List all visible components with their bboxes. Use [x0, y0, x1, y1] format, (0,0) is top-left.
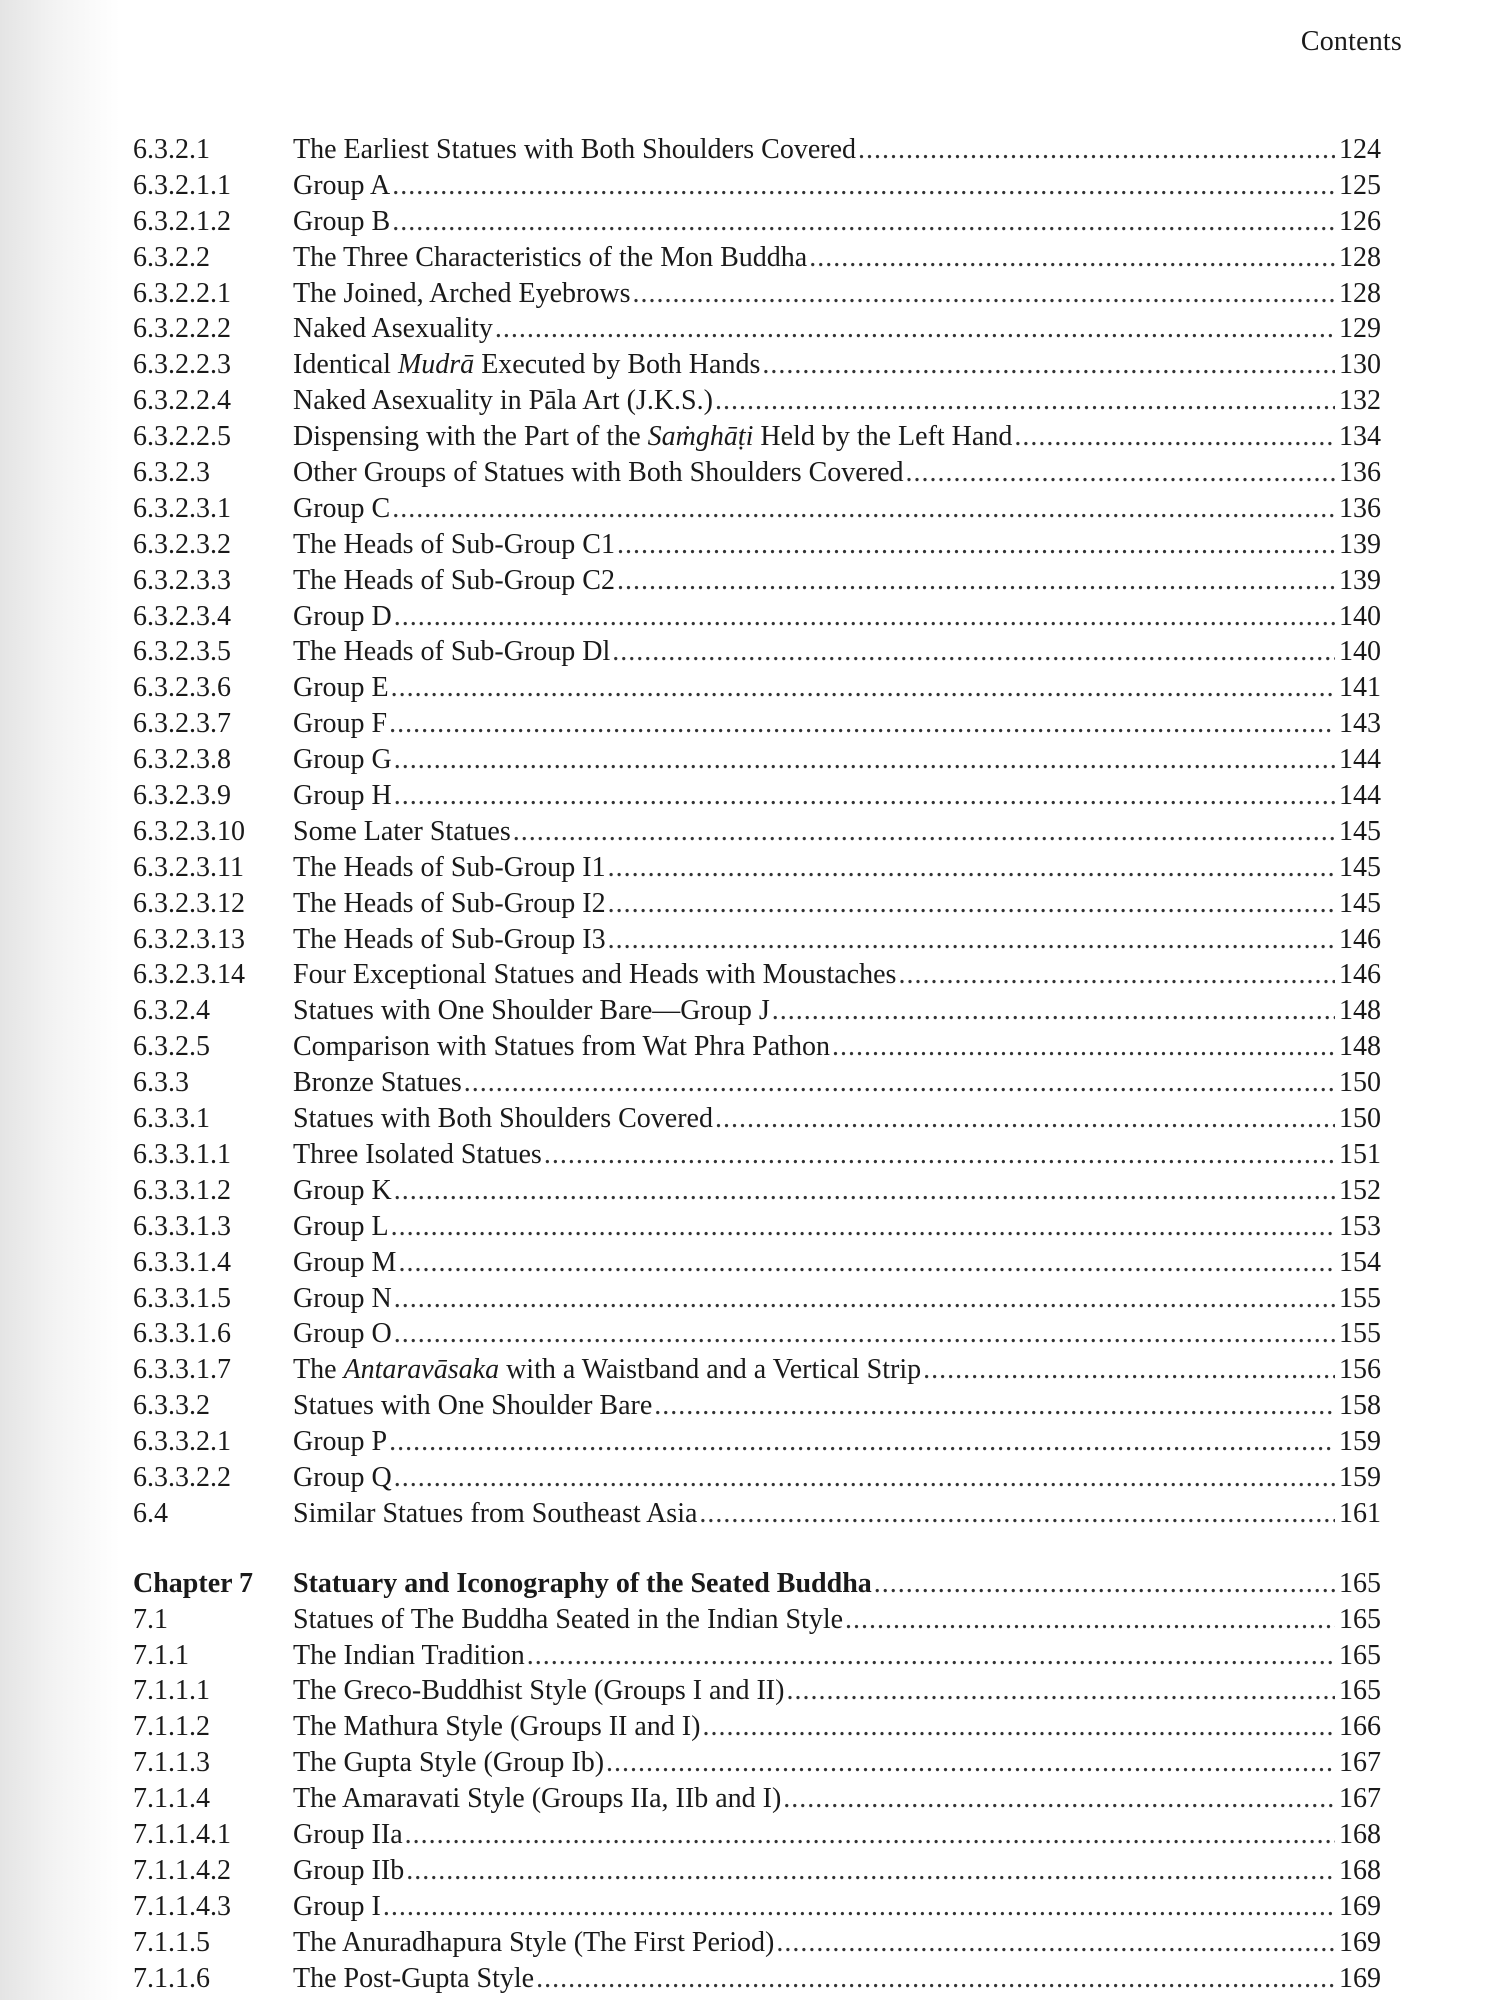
- section-title: Group M: [293, 1246, 397, 1278]
- chapter-heading-row: [133, 1566, 1381, 1602]
- page-number: 165: [1339, 1567, 1381, 1599]
- page-number: 168: [1339, 1818, 1381, 1850]
- dot-leader: [702, 1709, 1335, 1745]
- title-italic-term: Antaravāsaka: [343, 1354, 500, 1386]
- page-number: 129: [1339, 313, 1381, 345]
- section-number: 6.3.3.1.7: [133, 1354, 231, 1386]
- toc-entry: [133, 491, 1381, 527]
- dot-leader: [394, 742, 1335, 778]
- toc-entry: [133, 1460, 1381, 1496]
- page-number: 169: [1339, 1926, 1381, 1958]
- section-title: [293, 347, 760, 383]
- dot-leader: [906, 455, 1336, 491]
- page-number: 143: [1339, 708, 1381, 740]
- dot-leader: [608, 850, 1335, 886]
- section-title: Group H: [293, 780, 392, 812]
- section-title: Group A: [293, 169, 391, 201]
- section-number: 6.3.3.1.4: [133, 1246, 231, 1278]
- section-number: 6.3.2.2.5: [133, 421, 231, 453]
- page-number: 148: [1339, 1031, 1381, 1063]
- page-number: 155: [1339, 1318, 1381, 1350]
- section-title: The Heads of Sub-Group Dl: [293, 636, 611, 668]
- dot-leader: [394, 1281, 1335, 1317]
- toc-entry: [133, 1817, 1381, 1853]
- toc-entry: [133, 1853, 1381, 1889]
- section-title: Statuary and Iconography of the Seated Buddha: [293, 1567, 872, 1599]
- page-number: 126: [1339, 205, 1381, 237]
- section-number: 6.3.2.2.3: [133, 349, 231, 381]
- section-number: 6.3.3.2.1: [133, 1426, 231, 1458]
- section-number: 6.3.3.1.5: [133, 1282, 231, 1314]
- page-number: 165: [1339, 1603, 1381, 1635]
- dot-leader: [606, 1745, 1335, 1781]
- section-title: Group IIa: [293, 1818, 403, 1850]
- page-number: 159: [1339, 1426, 1381, 1458]
- dot-leader: [858, 132, 1335, 168]
- page-number: 125: [1339, 169, 1381, 201]
- section-title: Four Exceptional Statues and Heads with Moustaches: [293, 959, 897, 991]
- page-number: 144: [1339, 744, 1381, 776]
- section-title: Statues with One Shoulder Bare: [293, 1390, 653, 1422]
- page-number: 145: [1339, 887, 1381, 919]
- dot-leader: [406, 1853, 1335, 1889]
- section-title: Bronze Statues: [293, 1067, 462, 1099]
- dot-leader: [786, 1673, 1335, 1709]
- toc-entry: [133, 1101, 1381, 1137]
- section-title: The Mathura Style (Groups II and I): [293, 1711, 701, 1743]
- title-italic-term: Mudrā: [397, 349, 475, 381]
- page-number: 161: [1339, 1497, 1381, 1529]
- section-number: 6.3.2.3.4: [133, 600, 231, 632]
- page-number: 168: [1339, 1854, 1381, 1886]
- page-number: 167: [1339, 1783, 1381, 1815]
- page-number: 167: [1339, 1747, 1381, 1779]
- dot-leader: [898, 957, 1335, 993]
- dot-leader: [394, 1316, 1335, 1352]
- section-title: The Heads of Sub-Group I1: [293, 851, 606, 883]
- dot-leader: [392, 168, 1335, 204]
- toc-entry: [133, 778, 1381, 814]
- section-title: The Amaravati Style (Groups IIa, IIb and I): [293, 1783, 782, 1815]
- page-number: 165: [1339, 1639, 1381, 1671]
- section-title: The Heads of Sub-Group I2: [293, 887, 606, 919]
- toc-entry: [133, 957, 1381, 993]
- dot-leader: [495, 311, 1335, 347]
- page-number: 132: [1339, 385, 1381, 417]
- dot-leader: [608, 886, 1335, 922]
- section-number: 6.3.2.3.12: [133, 887, 245, 919]
- toc-entry: [133, 1209, 1381, 1245]
- section-number: 6.3.2.3.3: [133, 564, 231, 596]
- section-number: 6.3.3.1.3: [133, 1210, 231, 1242]
- section-title: The Indian Tradition: [293, 1639, 525, 1671]
- page-number: 139: [1339, 528, 1381, 560]
- page-number: 136: [1339, 492, 1381, 524]
- section-number: 6.3.2.3.13: [133, 923, 245, 955]
- page-number: 150: [1339, 1103, 1381, 1135]
- page-number: 140: [1339, 636, 1381, 668]
- section-title: The Heads of Sub-Group I3: [293, 923, 606, 955]
- toc-entry: [133, 1638, 1381, 1674]
- dot-leader: [389, 706, 1335, 742]
- page-number: 145: [1339, 815, 1381, 847]
- dot-leader: [394, 1173, 1335, 1209]
- dot-leader: [845, 1602, 1335, 1638]
- page-number: 152: [1339, 1174, 1381, 1206]
- section-title: Group IIb: [293, 1854, 405, 1886]
- section-number: 6.3.3.1.6: [133, 1318, 231, 1350]
- page-number: 166: [1339, 1711, 1381, 1743]
- page-number: 124: [1339, 134, 1381, 165]
- toc-entry: [133, 527, 1381, 563]
- page-number: 150: [1339, 1067, 1381, 1099]
- page-number: 144: [1339, 780, 1381, 812]
- section-number: 6.3.2.2.4: [133, 385, 231, 417]
- dot-leader: [392, 491, 1335, 527]
- dot-leader: [832, 1029, 1335, 1065]
- toc-entry: [133, 886, 1381, 922]
- section-title: [293, 1352, 921, 1388]
- toc-entry: [133, 1352, 1381, 1388]
- section-title: Similar Statues from Southeast Asia: [293, 1497, 698, 1529]
- toc-entry: [133, 850, 1381, 886]
- page-number: 154: [1339, 1246, 1381, 1278]
- toc-entry: [133, 1925, 1381, 1961]
- toc-entry: [133, 311, 1381, 347]
- toc-entry: [133, 347, 1381, 383]
- section-number: 7.1.1.4.1: [133, 1818, 231, 1850]
- title-text: Dispensing with the Part of the: [293, 421, 648, 453]
- section-number: 6.3.2.3.9: [133, 780, 231, 812]
- toc-entry: [133, 599, 1381, 635]
- title-text: Identical: [293, 349, 398, 381]
- section-number: 6.3.2.3.11: [133, 851, 244, 883]
- toc-entry: [133, 132, 1381, 168]
- toc-entry: [133, 204, 1381, 240]
- section-title: [293, 419, 1012, 455]
- section-number: 6.3.2.1.1: [133, 169, 231, 201]
- section-title: Statues of The Buddha Seated in the Indian Style: [293, 1603, 844, 1635]
- page-number: 128: [1339, 277, 1381, 309]
- toc-entry: [133, 993, 1381, 1029]
- section-number: 6.3.3.2: [133, 1390, 210, 1422]
- toc-entry: [133, 1745, 1381, 1781]
- dot-leader: [715, 1101, 1335, 1137]
- toc-entry: [133, 634, 1381, 670]
- dot-leader: [544, 1137, 1335, 1173]
- page-number: 130: [1339, 349, 1381, 381]
- section-number: 7.1.1.6: [133, 1962, 210, 1994]
- dot-leader: [392, 204, 1335, 240]
- toc-entry: [133, 1245, 1381, 1281]
- section-title: Naked Asexuality: [293, 313, 493, 345]
- section-title: Group N: [293, 1282, 392, 1314]
- section-number: 7.1.1.1: [133, 1675, 210, 1707]
- section-title: Group P: [293, 1426, 388, 1458]
- section-number: 6.3.3.1.1: [133, 1138, 231, 1170]
- section-title: Group B: [293, 205, 391, 237]
- dot-leader: [612, 634, 1335, 670]
- page-number: 169: [1339, 1962, 1381, 1994]
- section-title: Group G: [293, 744, 392, 776]
- toc-entry: [133, 1709, 1381, 1745]
- toc-entry: [133, 706, 1381, 742]
- dot-leader: [536, 1961, 1335, 1997]
- page-number: 156: [1339, 1354, 1381, 1386]
- section-title: The Three Characteristics of the Mon Buddha: [293, 241, 808, 273]
- dot-leader: [874, 1566, 1335, 1602]
- section-title: Group D: [293, 600, 392, 632]
- toc-entry: [133, 1173, 1381, 1209]
- section-title: The Gupta Style (Group Ib): [293, 1747, 605, 1779]
- section-title: Group E: [293, 672, 389, 704]
- dot-leader: [715, 383, 1335, 419]
- section-number: 6.3.2.3.10: [133, 815, 245, 847]
- page-number: 169: [1339, 1890, 1381, 1922]
- section-number: 6.3.2.3: [133, 457, 210, 489]
- section-number: 6.3.2.3.6: [133, 672, 231, 704]
- page-number: 155: [1339, 1282, 1381, 1314]
- dot-leader: [527, 1638, 1335, 1674]
- section-number: 6.3.2.3.7: [133, 708, 231, 740]
- toc-entry: [133, 419, 1381, 455]
- toc-entry: [133, 1602, 1381, 1638]
- section-number: 7.1.1.4: [133, 1783, 210, 1815]
- section-number: 6.3.3.1.2: [133, 1174, 231, 1206]
- section-title: Comparison with Statues from Wat Phra Pathon: [293, 1031, 830, 1063]
- dot-leader: [608, 922, 1335, 958]
- page-gutter-shadow: [0, 0, 120, 2000]
- toc-entry: [133, 563, 1381, 599]
- toc-entry: [133, 168, 1381, 204]
- title-text: Executed by Both Hands: [474, 349, 761, 381]
- section-number: 6.3.2.3.1: [133, 492, 231, 524]
- section-number: 7.1.1.2: [133, 1711, 210, 1743]
- section-number: Chapter 7: [133, 1567, 254, 1599]
- dot-leader: [617, 563, 1335, 599]
- section-number: 6.3.3: [133, 1067, 189, 1099]
- toc-entry: [133, 383, 1381, 419]
- section-title: Group K: [293, 1174, 392, 1206]
- section-title: Group L: [293, 1210, 389, 1242]
- section-title: Other Groups of Statues with Both Shoulders Covered: [293, 457, 904, 489]
- section-number: 6.3.2.2: [133, 241, 210, 273]
- section-number: 6.3.2.1.2: [133, 205, 231, 237]
- dot-leader: [398, 1245, 1335, 1281]
- page-number: 145: [1339, 851, 1381, 883]
- toc-entry: [133, 455, 1381, 491]
- running-head: Contents: [1300, 26, 1402, 57]
- dot-leader: [809, 240, 1335, 276]
- section-title: The Heads of Sub-Group C1: [293, 528, 615, 560]
- section-title: Some Later Statues: [293, 815, 511, 847]
- toc-entry: [133, 742, 1381, 778]
- section-number: 6.3.2.2.2: [133, 313, 231, 345]
- dot-leader: [394, 1460, 1335, 1496]
- section-title: The Anuradhapura Style (The First Period): [293, 1926, 775, 1958]
- section-number: 6.3.2.3.14: [133, 959, 245, 991]
- toc-entry: [133, 1889, 1381, 1925]
- toc-entry: [133, 1029, 1381, 1065]
- section-title: Group F: [293, 708, 388, 740]
- section-number: 6.3.2.1: [133, 134, 210, 165]
- section-title: Group C: [293, 492, 391, 524]
- page-number: 141: [1339, 672, 1381, 704]
- toc-entry: [133, 1961, 1381, 1997]
- toc-entry: [133, 814, 1381, 850]
- section-title: The Greco-Buddhist Style (Groups I and II): [293, 1675, 785, 1707]
- toc-entry: [133, 1388, 1381, 1424]
- page-number: 148: [1339, 995, 1381, 1027]
- page-number: 151: [1339, 1138, 1381, 1170]
- toc-entry: [133, 240, 1381, 276]
- section-title: The Earliest Statues with Both Shoulders Covered: [293, 134, 857, 165]
- title-italic-term: Saṁghāṭi: [647, 421, 754, 453]
- section-number: 6.3.3.1: [133, 1103, 210, 1135]
- dot-leader: [923, 1352, 1335, 1388]
- section-number: 6.4: [133, 1497, 168, 1529]
- dot-leader: [383, 1889, 1335, 1925]
- dot-leader: [783, 1781, 1335, 1817]
- section-number: 7.1.1.4.2: [133, 1854, 231, 1886]
- toc-entry: [133, 1496, 1381, 1532]
- toc-entry: [133, 1424, 1381, 1460]
- toc-entry: [133, 276, 1381, 312]
- section-title: The Post-Gupta Style: [293, 1962, 535, 1994]
- page-number: 136: [1339, 457, 1381, 489]
- section-number: 6.3.2.5: [133, 1031, 210, 1063]
- toc-entry: [133, 1137, 1381, 1173]
- section-title: Group O: [293, 1318, 392, 1350]
- dot-leader: [632, 276, 1335, 312]
- dot-leader: [405, 1817, 1335, 1853]
- dot-leader: [1014, 419, 1335, 455]
- section-number: 7.1.1.4.3: [133, 1890, 231, 1922]
- section-title: Statues with One Shoulder Bare—Group J: [293, 995, 770, 1027]
- section-number: 6.3.2.3.8: [133, 744, 231, 776]
- toc-entry: [133, 922, 1381, 958]
- section-title: Group I: [293, 1890, 381, 1922]
- page-number: 146: [1339, 923, 1381, 955]
- section-title: Group Q: [293, 1461, 392, 1493]
- page-number: 134: [1339, 421, 1381, 453]
- section-number: 6.3.3.2.2: [133, 1461, 231, 1493]
- page-number: 153: [1339, 1210, 1381, 1242]
- toc-entry: [133, 1065, 1381, 1101]
- dot-leader: [394, 599, 1335, 635]
- section-title: Naked Asexuality in Pāla Art (J.K.S.): [293, 385, 713, 417]
- section-number: 7.1.1.5: [133, 1926, 210, 1958]
- dot-leader: [772, 993, 1335, 1029]
- toc-entry: [133, 1673, 1381, 1709]
- dot-leader: [654, 1388, 1335, 1424]
- section-number: 6.3.2.4: [133, 995, 210, 1027]
- section-title: Statues with Both Shoulders Covered: [293, 1103, 713, 1135]
- section-number: 6.3.2.3.2: [133, 528, 231, 560]
- section-number: 6.3.2.3.5: [133, 636, 231, 668]
- toc-entry: [133, 1781, 1381, 1817]
- table-of-contents: [133, 132, 1381, 1996]
- section-number: 6.3.2.2.1: [133, 277, 231, 309]
- section-number: 7.1.1.3: [133, 1747, 210, 1779]
- dot-leader: [394, 778, 1335, 814]
- dot-leader: [699, 1496, 1335, 1532]
- toc-entry: [133, 670, 1381, 706]
- dot-leader: [762, 347, 1335, 383]
- title-text: Held by the Left Hand: [753, 421, 1013, 453]
- dot-leader: [464, 1065, 1335, 1101]
- section-gap: [133, 1532, 1381, 1566]
- title-text: with a Waistband and a Vertical Strip: [499, 1354, 922, 1386]
- dot-leader: [513, 814, 1335, 850]
- title-text: The: [293, 1354, 344, 1386]
- dot-leader: [617, 527, 1335, 563]
- section-title: The Heads of Sub-Group C2: [293, 564, 615, 596]
- dot-leader: [776, 1925, 1335, 1961]
- section-number: 7.1: [133, 1603, 168, 1635]
- page-number: 128: [1339, 241, 1381, 273]
- page-number: 165: [1339, 1675, 1381, 1707]
- page-number: 158: [1339, 1390, 1381, 1422]
- dot-leader: [389, 1424, 1335, 1460]
- dot-leader: [391, 1209, 1335, 1245]
- toc-entry: [133, 1316, 1381, 1352]
- section-title: The Joined, Arched Eyebrows: [293, 277, 631, 309]
- page-number: 146: [1339, 959, 1381, 991]
- page-number: 140: [1339, 600, 1381, 632]
- page-number: 139: [1339, 564, 1381, 596]
- page-number: 159: [1339, 1461, 1381, 1493]
- dot-leader: [391, 670, 1335, 706]
- section-number: 7.1.1: [133, 1639, 189, 1671]
- section-title: Three Isolated Statues: [293, 1138, 542, 1170]
- toc-entry: [133, 1281, 1381, 1317]
